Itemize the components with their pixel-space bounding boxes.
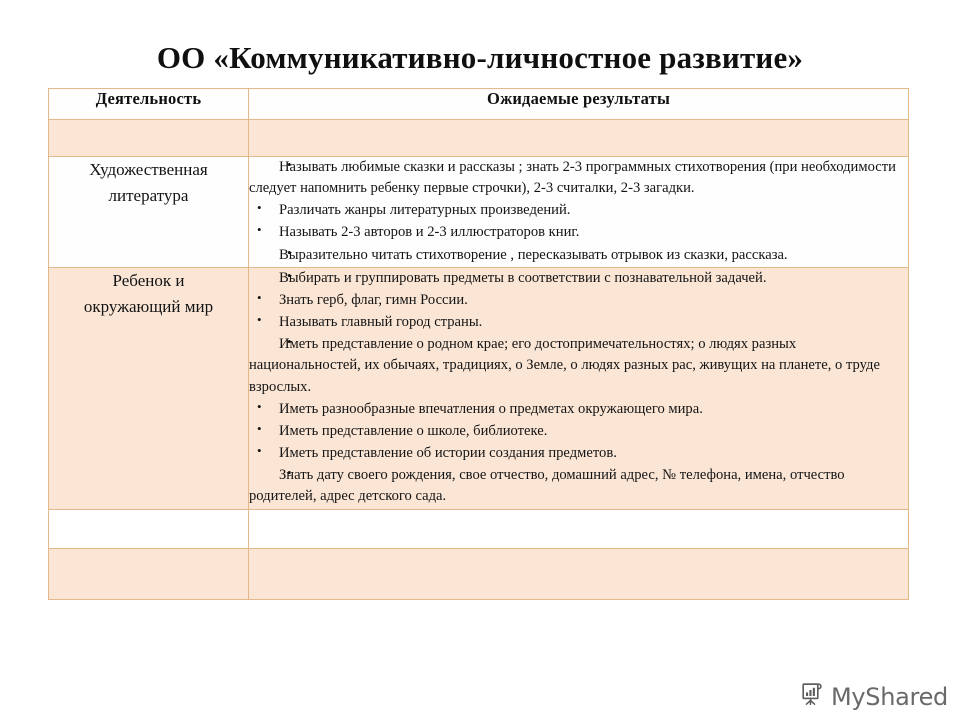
header-label-activity: Деятельность [95,89,202,108]
list-item: • Знать дату своего рождения, свое отчество, домашний адрес, № телефона, имена, отчество родителей, адрес детского сада. [249,465,908,507]
empty-cell-left [49,509,249,548]
header-cell-results [249,89,909,120]
activity-label-line2: окружающий мир [83,297,214,317]
table-row [49,267,909,509]
activity-label-line1: Художественная [89,160,208,179]
results-cell-literature [249,157,909,268]
empty-cell-right [249,548,909,599]
list-item: • Знать герб, флаг, гимн России. [249,290,908,311]
table-empty-row-peach [49,548,909,599]
list-item: • Иметь представление о родном крае; его достопримечательностях; о людях разных национальностей, их обычаях, традициях, о Земле, о людях разных рас, живущих на планете, о труде взрослых. [249,334,908,397]
content-table-wrapper [48,88,908,600]
list-item: • Иметь разнообразные впечатления о предметах окружающего мира. [249,399,908,420]
content-table [48,88,909,600]
results-cell-child-and-world [249,267,909,509]
table-row [49,157,909,268]
table-header-row [49,89,909,120]
empty-cell-right [249,509,909,548]
results-bullet-list [249,268,908,508]
results-bullet-list [249,157,908,266]
header-label-results: Ожидаемые результаты [486,89,671,108]
list-item: • Называть главный город страны. [249,312,908,333]
list-item: • Называть 2-3 авторов и 2-3 иллюстраторов книг. [249,222,908,243]
list-item: • Выбирать и группировать предметы в соответствии с познавательной задачей. [249,268,908,289]
header-cell-activity [49,89,249,120]
list-item: • Иметь представление об истории создания предметов. [249,443,908,464]
activity-cell-child-and-world [49,267,249,509]
empty-cell-left [49,548,249,599]
activity-label-line2: литература [108,186,189,206]
list-item: • Называть любимые сказки и рассказы ; знать 2-3 программных стихотворения (при необходимости следует напомнить ребенку первые строчки), 2-3 считалки, 2-3 загадки. [249,157,908,199]
table-spacer-row [49,120,909,157]
list-item: • Иметь представление о школе, библиотеке. [249,421,908,442]
page-title: ОО «Коммуникативно-личностное развитие» [156,40,804,75]
watermark-label: MyShared [830,682,948,711]
table-empty-row-white [49,509,909,548]
spacer-cell-right [249,120,909,157]
list-item: • Различать жанры литературных произведений. [249,200,908,221]
presentation-chart-icon [799,681,825,712]
list-item: • Выразительно читать стихотворение , пересказывать отрывок из сказки, рассказа. [249,245,908,266]
watermark [799,681,948,712]
activity-cell-literature [49,157,249,268]
spacer-cell-left [49,120,249,157]
activity-label-line1: Ребенок и [112,270,185,290]
